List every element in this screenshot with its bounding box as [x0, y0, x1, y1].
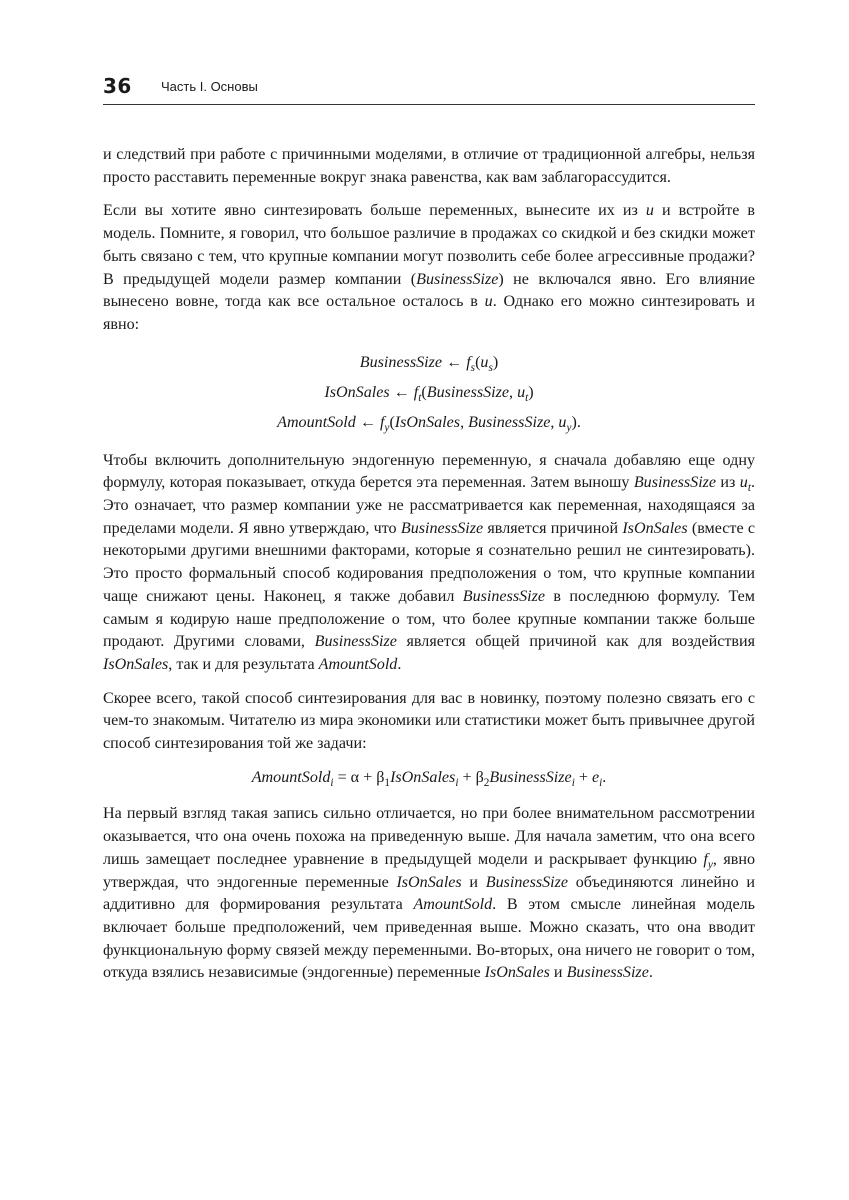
text-run: На первый взгляд такая запись сильно отличается, но при более внимательном рассмотрении оказывается, что она очень похожа на приведенную выше. Для начала заметим, что она всего лишь замещает последнее уравнение в предыдущей модели и раскрывает функцию	[103, 805, 755, 868]
math-variable: BusinessSize	[400, 519, 484, 537]
math-variable: IsOnSales	[484, 964, 550, 982]
eq-subscript: i	[571, 776, 575, 789]
eq-term: e	[591, 768, 600, 786]
text-run: и	[549, 964, 567, 982]
equation-business-size	[103, 348, 755, 378]
eq-lhs: AmountSold	[251, 768, 331, 786]
eq-arrow: ←	[355, 413, 380, 431]
eq-lhs: BusinessSize	[359, 353, 443, 371]
text-run: является причиной	[483, 519, 623, 537]
math-variable: AmountSold	[318, 655, 398, 673]
eq-paren: (	[421, 383, 427, 401]
eq-subscript: 2	[483, 776, 490, 789]
equation-is-on-sales	[103, 378, 755, 408]
text-run: Чтобы включить дополнительную эндогенную переменную, я сначала добавляю еще одну формулу, которая показывает, откуда берется эта переменная. Затем выношу	[103, 451, 755, 492]
text-run: .	[397, 655, 402, 673]
eq-arg: IsOnSales	[394, 413, 461, 431]
eq-arg: u	[517, 383, 526, 401]
text-run: Если вы хотите явно синтезировать больше переменных, вынесите их из	[103, 202, 646, 220]
math-variable: u	[739, 474, 748, 492]
paragraph-1: и следствий при работе с причинными моделями, в отличие от традиционной алгебры, нельзя просто расставить переменные вокруг знака равенства, как вам заблагорассудится.	[103, 146, 755, 186]
eq-sep: ,	[460, 413, 469, 431]
math-variable: u	[645, 202, 654, 220]
math-variable: BusinessSize	[633, 474, 717, 492]
eq-operator: +	[574, 768, 592, 786]
text-run: , так и для результата	[168, 655, 319, 673]
text-run: , явно утверждая, что эндогенные переменные	[103, 850, 755, 891]
equation-amount-sold	[103, 408, 755, 438]
math-variable: IsOnSales	[396, 873, 462, 891]
eq-arg: u	[480, 353, 489, 371]
page-number: 36	[103, 74, 132, 98]
eq-function: f	[466, 353, 471, 371]
eq-function: f	[379, 413, 385, 431]
text-run: и	[461, 873, 486, 891]
text-run: является общей причиной как для воздействия	[396, 633, 755, 651]
eq-operator: = α + β	[333, 768, 385, 786]
text-run: объединяются линейно и аддитивно для формирования результата	[103, 873, 755, 914]
eq-sep: ,	[509, 383, 518, 401]
math-variable: BusinessSize	[485, 873, 569, 891]
eq-arg: u	[558, 413, 567, 431]
eq-lhs: IsOnSales	[324, 383, 390, 401]
math-variable: IsOnSales	[103, 655, 169, 673]
eq-subscript: i	[455, 776, 459, 789]
eq-operator: + β	[458, 768, 484, 786]
text-run: .	[648, 964, 653, 982]
text-run: (вместе с некоторыми другими внешними факторами, которые я сознательно решил не синтезировать). Это просто формальный способ кодирования предположения о том, что крупные компании чаще снижают цены. Наконец, я также добавил	[103, 519, 755, 605]
eq-arg: BusinessSize	[468, 413, 551, 431]
eq-subscript: y	[566, 421, 572, 434]
math-variable: AmountSold	[413, 896, 493, 914]
text-run: из	[716, 474, 740, 492]
eq-arrow: ←	[389, 383, 414, 401]
eq-subscript: i	[599, 776, 603, 789]
math-subscript: y	[707, 859, 713, 872]
paragraph-4: Скорее всего, такой способ синтезирования для вас в новинку, поэтому полезно связать его с чем-то знакомым. Читателю из мира экономики или статистики может быть привычнее другой способ синтезирования той же задачи:	[103, 689, 755, 753]
eq-subscript: 1	[384, 776, 391, 789]
eq-term: IsOnSales	[390, 768, 456, 786]
eq-arrow: ←	[442, 353, 467, 371]
eq-paren: (	[389, 413, 395, 431]
eq-term: BusinessSize	[489, 768, 572, 786]
math-variable: f	[703, 850, 708, 868]
math-subscript: t	[747, 482, 751, 495]
eq-arg: BusinessSize	[426, 383, 510, 401]
eq-subscript: t	[418, 391, 422, 404]
text-run: . Однако его можно синтезировать и явно:	[103, 293, 756, 333]
paragraph-5	[103, 803, 755, 985]
eq-paren: ).	[571, 413, 581, 431]
eq-subscript: y	[384, 421, 390, 434]
eq-paren: )	[492, 353, 499, 371]
eq-paren: (	[475, 353, 481, 371]
math-variable: BusinessSize	[314, 633, 397, 651]
eq-lhs: AmountSold	[277, 413, 356, 431]
text-run: ) не включался явно. Его влияние вынесено вовне, тогда как все остальное осталось в	[103, 270, 755, 311]
text-run: . В этом смысле линейная модель включает больше предположений, чем приведенная выше. Можно сказать, что она вводит функциональную форму связей между переменными. Во-вторых, она ничего не говорит о том, откуда взялись независимые (эндогенные) переменные	[103, 896, 755, 982]
paragraph-2	[103, 200, 755, 336]
eq-paren: )	[528, 383, 534, 401]
eq-subscript: t	[525, 391, 529, 404]
paragraph-3	[103, 450, 755, 677]
page-body	[103, 144, 755, 996]
eq-operator: .	[602, 768, 607, 786]
math-variable: BusinessSize	[566, 964, 649, 982]
math-variable: u	[484, 293, 493, 311]
eq-subscript: s	[488, 361, 493, 374]
equation-linear-model	[103, 767, 755, 790]
text-run: в последнюю формулу. Тем самым я кодирую наше предположение о том, что более крупные компании также больше продают. Другими словами,	[103, 587, 755, 651]
equation-system	[103, 348, 755, 438]
math-variable: IsOnSales	[622, 519, 688, 537]
text-run: и встройте в модель. Помните, я говорил, что большое различие в продажах со скидкой и без скидки может быть связано с тем, что крупные компании могут позволить себе более агрессивные продажи? В предыдущей модели размер компании (	[103, 202, 756, 288]
eq-function: f	[413, 383, 419, 401]
eq-sep: ,	[550, 413, 559, 431]
eq-subscript: i	[330, 776, 334, 789]
math-variable: BusinessSize	[462, 587, 546, 605]
page-header	[103, 74, 755, 105]
eq-subscript: s	[470, 361, 476, 374]
text-run: . Это означает, что размер компании уже не рассматривается как переменная, находящаяся за пределами модели. Я явно утверждаю, что	[103, 474, 755, 537]
math-variable: BusinessSize	[416, 270, 499, 288]
running-head: Часть I. Основы	[161, 79, 258, 94]
